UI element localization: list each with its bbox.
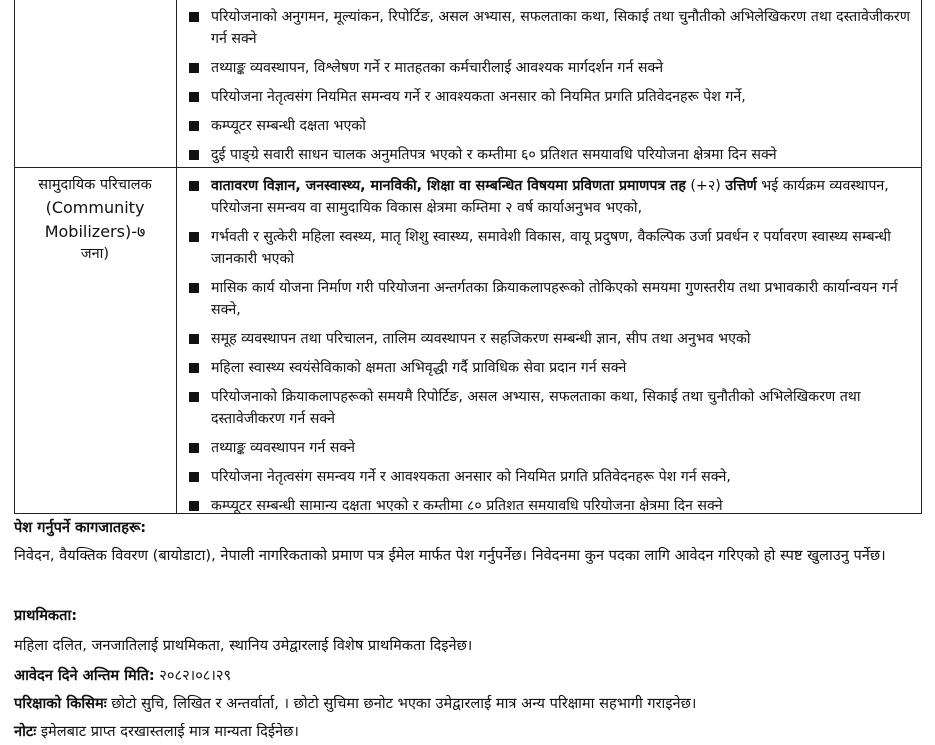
list-item: गर्भवती र सुत्केरी महिला स्वस्थ्य, मातृ शिशु स्वास्थ्य, समावेशी विकास, वायू प्रदुषण, वैकल्पिक उर्जा प्रवर्धन र पर्यावरण स्वास्थ्य सम्बन्धी जानकारी भएको bbox=[187, 226, 917, 270]
square-bullet-icon bbox=[189, 150, 199, 160]
square-bullet-icon bbox=[189, 12, 199, 22]
list-item: वातावरण विज्ञान, जनस्वास्थ्य, मानविकी, शिक्षा वा सम्बन्धित विषयमा प्रविणता प्रमाणपत्र तह (+२) उत्तिर्ण भई कार्यक्रम व्यवस्थापन, परियोजना समन्वय वा सामुदायिक विकास क्षेत्रमा कम्तिमा २ वर्ष कार्याअनुभव भएको, bbox=[187, 175, 917, 219]
list-item: परियोजनाको क्रियाकलापहरूको समयमै रिपोर्टिङ, असल अभ्यास, सफलताका कथा, सिकाई तथा चुनौतीको अभिलेखिकरण तथा दस्तावेजीकरण गर्न सक्ने bbox=[187, 386, 917, 430]
exam-type-line: परिक्षाको किसिमः छोटो सुचि, लिखित र अन्तर्वार्ता, । छोटो सुचिमा छनोट भएका उमेद्वारलाई मात्र अन्य परिक्षामा सहभागी गराइनेछ। bbox=[14, 695, 697, 712]
deadline-line: आवेदन दिने अन्तिम मिति: २०८२।०८।२९ bbox=[14, 667, 232, 684]
documents-heading: पेश गर्नुपर्ने कागजातहरू: bbox=[14, 519, 147, 536]
row-divider bbox=[15, 167, 921, 168]
square-bullet-icon bbox=[189, 121, 199, 131]
note-line: नोटः इमेलबाट प्राप्त दरखास्तलाई मात्र मान्यता दिईनेछ। bbox=[14, 723, 299, 740]
square-bullet-icon bbox=[189, 92, 199, 102]
priority-heading: प्राथमिकता: bbox=[14, 607, 78, 624]
square-bullet-icon bbox=[189, 443, 199, 453]
list-item: परियोजनाको अनुगमन, मूल्यांकन, रिपोर्टिङ, असल अभ्यास, सफलताका कथा, सिकाई तथा चुनौतीको अभिलेखिकरण तथा दस्तावेजीकरण गर्न सक्ने bbox=[187, 6, 917, 50]
qualifications-table bbox=[14, 0, 922, 514]
square-bullet-icon bbox=[189, 283, 199, 293]
community-mobilizer-requirements bbox=[187, 175, 917, 517]
list-item: कम्प्यूटर सम्बन्धी सामान्य दक्षता भएको र कम्तीमा ८० प्रतिशत समयावधि परियोजना क्षेत्रमा दिन सक्ने bbox=[187, 495, 917, 517]
column-divider bbox=[176, 0, 177, 514]
list-item: दुई पाङ्ग्रे सवारी साधन चालक अनुमतिपत्र भएको र कम्तीमा ६० प्रतिशत समयावधि परियोजना क्षेत्रमा दिन सक्ने bbox=[187, 144, 917, 166]
square-bullet-icon bbox=[189, 392, 199, 402]
square-bullet-icon bbox=[189, 472, 199, 482]
list-item: परियोजना नेतृत्वसंग नियमित समन्वय गर्ने र आवश्यकता अनसार को नियमित प्रगति प्रतिवेदनहरू पेश गर्ने, bbox=[187, 86, 917, 108]
documents-text: निवेदन, वैयक्तिक विवरण (बायोडाटा), नेपाली नागरिकताको प्रमाण पत्र ईमेल मार्फत पेश गर्नुपर्नेछ। निवेदनमा कुन पदका लागि आवेदन गरिएको हो स्पष्ट खुलाउनु पर्नेछ। bbox=[14, 547, 886, 564]
square-bullet-icon bbox=[189, 181, 199, 191]
position-title-np: सामुदायिक परिचालक bbox=[38, 177, 152, 193]
list-item: कम्प्यूटर सम्बन्धी दक्षता भएको bbox=[187, 115, 917, 137]
list-item: तथ्याङ्क व्यवस्थापन, विश्लेषण गर्ने र मातहतका कर्मचारीलाई आवश्यक मार्गदर्शन गर्न सक्ने bbox=[187, 57, 917, 79]
list-item: महिला स्वास्थ्य स्वयंसेविकाको क्षमता अभिवृद्धी गर्दै प्राविधिक सेवा प्रदान गर्न सक्ने bbox=[187, 357, 917, 379]
square-bullet-icon bbox=[189, 232, 199, 242]
position-title-en: (Community Mobilizers)-७ bbox=[44, 198, 146, 241]
priority-text: महिला दलित, जनजातिलाई प्राथमिकता, स्थानिय उमेद्वारलाई विशेष प्राथमिकता दिइनेछ। bbox=[14, 637, 473, 654]
list-item: तथ्याङ्क व्यवस्थापन गर्न सक्ने bbox=[187, 437, 917, 459]
list-item: परियोजना नेतृत्वसंग समन्वय गर्ने र आवश्यकता अनसार को नियमित प्रगति प्रतिवेदनहरू पेश गर्न सक्ने, bbox=[187, 466, 917, 488]
list-item: समूह व्यवस्थापन तथा परिचालन, तालिम व्यवस्थापन र सहजिकरण सम्बन्धी ज्ञान, सीप तथा अनुभव भएको bbox=[187, 328, 917, 350]
square-bullet-icon bbox=[189, 501, 199, 511]
position-count: जना) bbox=[80, 246, 110, 262]
square-bullet-icon bbox=[189, 334, 199, 344]
position-title-cell bbox=[15, 175, 175, 265]
previous-position-requirements bbox=[187, 6, 917, 166]
square-bullet-icon bbox=[189, 363, 199, 373]
list-item: मासिक कार्य योजना निर्माण गरी परियोजना अन्तर्गतका क्रियाकलापहरूको तोकिएको समयमा गुणस्तरीय तथा प्रभावकारी कार्यान्वयन गर्न सक्ने, bbox=[187, 277, 917, 321]
square-bullet-icon bbox=[189, 63, 199, 73]
